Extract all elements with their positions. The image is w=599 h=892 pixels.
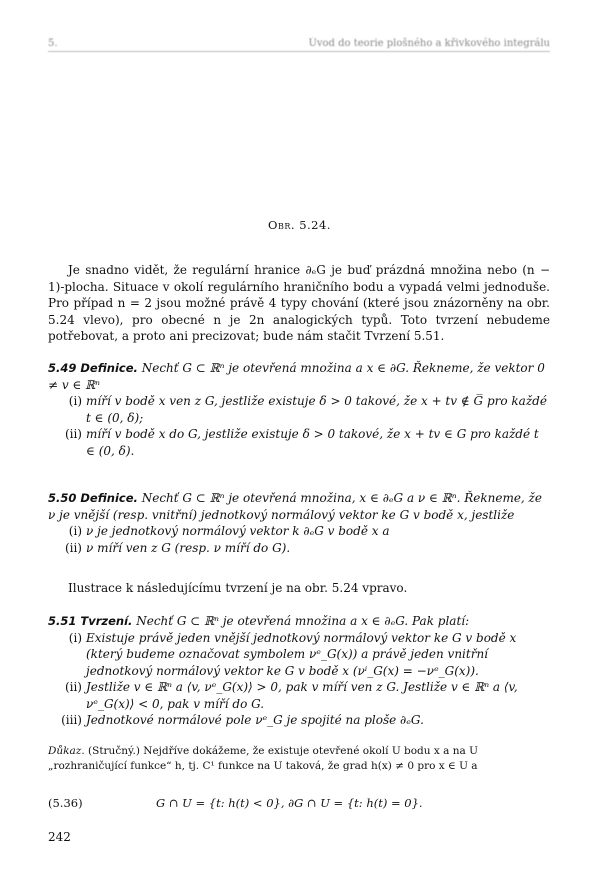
list-item — [48, 679, 550, 712]
proposition-5-51-statement — [48, 613, 550, 630]
definition-5-50-statement — [48, 490, 550, 523]
item-label: (ii) — [64, 680, 82, 694]
list-item — [48, 523, 550, 540]
proof — [48, 744, 550, 774]
proof-text: (Stručný.) Nejdříve dokážeme, že existuje otevřené okolí U bodu x a na U „rozhraničující funkce“ h, tj. C¹ funkce na U taková, že grad h(x) ≠ 0 pro x ∈ U a — [48, 745, 478, 772]
item-text: Jestliže v ∈ ℝⁿ a ⟨v, νᵉ_G(x)⟩ > 0, pak v míří ven z G. Jestliže v ∈ ℝⁿ a ⟨v, νᵉ_G(x)⟩ < 0, pak v míří do G. — [86, 680, 518, 711]
definition-5-49-statement — [48, 360, 550, 393]
list-item — [48, 393, 550, 426]
definition-5-50-text: Nechť G ⊂ ℝⁿ je otevřená množina, x ∈ ∂ₑG a ν ∈ ℝⁿ. Řekneme, že ν je vnější (resp. vnitřní) jednotkový normálový vektor ke G v bodě x, jestliže — [48, 491, 542, 522]
item-label: (i) — [68, 630, 82, 645]
equation-body: G ∩ U = {t: h(t) < 0}, ∂G ∩ U = {t: h(t) = 0}. — [156, 796, 423, 810]
page-number: 242 — [48, 830, 71, 844]
definition-5-49-heading: 5.49 Definice. — [48, 361, 138, 375]
proof-label: Důkaz. — [48, 745, 85, 757]
item-text: míří v bodě x do G, jestliže existuje δ > 0 takové, že x + tv ∈ G pro každé t ∈ (0, δ). — [86, 427, 539, 458]
item-label: (iii) — [61, 713, 82, 727]
list-item — [48, 540, 550, 557]
proposition-5-51-heading: 5.51 Tvrzení. — [48, 614, 133, 628]
running-title: Úvod do teorie plošného a křivkového integrálu — [308, 38, 550, 49]
item-text: Existuje právě jeden vnější jednotkový normálový vektor ke G v bodě x (který budeme označovat symbolem νᵉ_G(x)) a právě jeden vnitřní jednotkový normálový vektor ke G v bodě x (νⁱ_G(x) = −νᵉ_G(x)). — [86, 630, 517, 678]
item-text: ν je jednotkový normálový vektor k ∂ₑG v bodě x a — [86, 524, 390, 538]
definition-5-49 — [48, 360, 550, 459]
item-text: Jednotkové normálové pole νᵉ_G je spojité na ploše ∂ₑG. — [86, 713, 424, 727]
header-rule — [48, 51, 550, 52]
definition-5-50-heading: 5.50 Definice. — [48, 491, 138, 505]
running-header — [48, 36, 550, 54]
item-label: (ii) — [64, 540, 82, 555]
item-text: ν míří ven z G (resp. ν míří do G). — [86, 540, 291, 555]
definition-5-50 — [48, 490, 550, 556]
illustration-note: Ilustrace k následujícímu tvrzení je na obr. 5.24 vpravo. — [68, 581, 408, 595]
item-text: míří v bodě x ven z G, jestliže existuje δ > 0 takové, že x + tv ∉ G̅ pro každé t ∈ (0, δ); — [86, 394, 547, 425]
proposition-5-51-text: Nechť G ⊂ ℝⁿ je otevřená množina a x ∈ ∂ₑG. Pak platí: — [136, 614, 470, 628]
item-label: (i) — [68, 524, 82, 538]
proposition-5-51 — [48, 613, 550, 729]
chapter-number: 5. — [48, 38, 58, 49]
item-label: (i) — [68, 394, 82, 408]
list-item — [48, 426, 550, 459]
list-item — [48, 630, 550, 680]
item-label: (ii) — [64, 427, 82, 441]
definition-5-49-text: Nechť G ⊂ ℝⁿ je otevřená množina a x ∈ ∂G. Řekneme, že vektor 0 ≠ v ∈ ℝⁿ — [48, 361, 545, 392]
list-item — [48, 712, 550, 729]
figure-caption: Obr. 5.24. — [268, 218, 331, 232]
intro-paragraph: Je snadno vidět, že regulární hranice ∂ₑG je buď prázdná množina nebo (n − 1)-plocha. Situace v okolí regulárního hraničního bodu a vypadá velmi jednoduše. Pro případ n = 2 jsou možné právě 4 typy chování (které jsou znázorněny na obr. 5.24 vlevo), pro obecné n je 2n analogických typů. Toto tvrzení nebudeme potřebovat, a proto ani precizovat; bude nám stačit Tvrzení 5.51. — [48, 263, 550, 343]
equation-number: (5.36) — [48, 796, 83, 810]
